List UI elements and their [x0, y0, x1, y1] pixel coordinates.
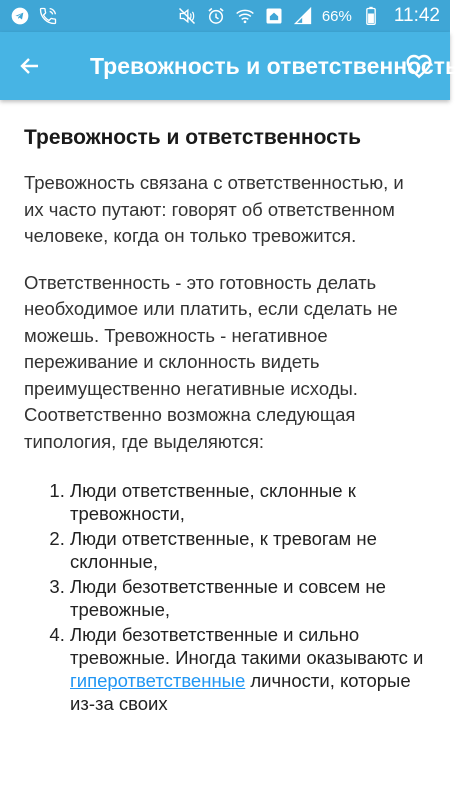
battery-percentage: 66% — [321, 7, 352, 25]
hyperresponsible-link[interactable]: гиперответственные — [70, 670, 246, 691]
article-title: Тревожность и ответственность — [24, 126, 361, 149]
clock: 11:42 — [393, 5, 440, 26]
list-item-text: Люди безответственные и сильно тревожные. Иногда такими оказываютс и — [70, 624, 424, 668]
battery-icon — [361, 6, 381, 26]
list-item-text: личности, которые из-за своих — [70, 670, 411, 714]
status-bar — [0, 0, 450, 32]
signal-icon — [293, 6, 313, 26]
list-item: 2. Люди ответственные, к тревогам не склонные, — [70, 527, 428, 573]
back-button[interactable] — [0, 32, 60, 100]
arrow-back-icon — [18, 54, 42, 78]
alarm-icon — [206, 6, 226, 26]
typology-list — [24, 479, 428, 715]
phone-icon — [38, 6, 58, 26]
favorite-button[interactable] — [404, 51, 434, 81]
article-content — [24, 100, 428, 717]
list-item: 1. Люди ответственные, склонные к тревожности, — [70, 479, 428, 525]
telegram-icon — [10, 6, 30, 26]
app-bar — [0, 32, 459, 100]
paragraph: Тревожность связана с ответственностью, и их часто путают: говорят об ответственном человеке, когда он только тревожится. — [24, 172, 404, 246]
mute-icon — [177, 6, 197, 26]
paragraph: Ответственность - это готовность делать необходимое или платить, если сделать не можешь. Тревожность - негативное переживание и склонность видеть преимущественно негативные исходы. Соответственно возможна следующая типология, где выделяются: — [24, 271, 398, 452]
page-title: Тревожность и ответственность — [90, 52, 459, 79]
wifi-icon — [235, 6, 255, 26]
heart-outline-icon — [404, 51, 434, 81]
list-item — [70, 623, 428, 715]
list-item: 3. Люди безответственные и совсем не тревожные, — [70, 575, 428, 621]
home-icon — [264, 6, 284, 26]
